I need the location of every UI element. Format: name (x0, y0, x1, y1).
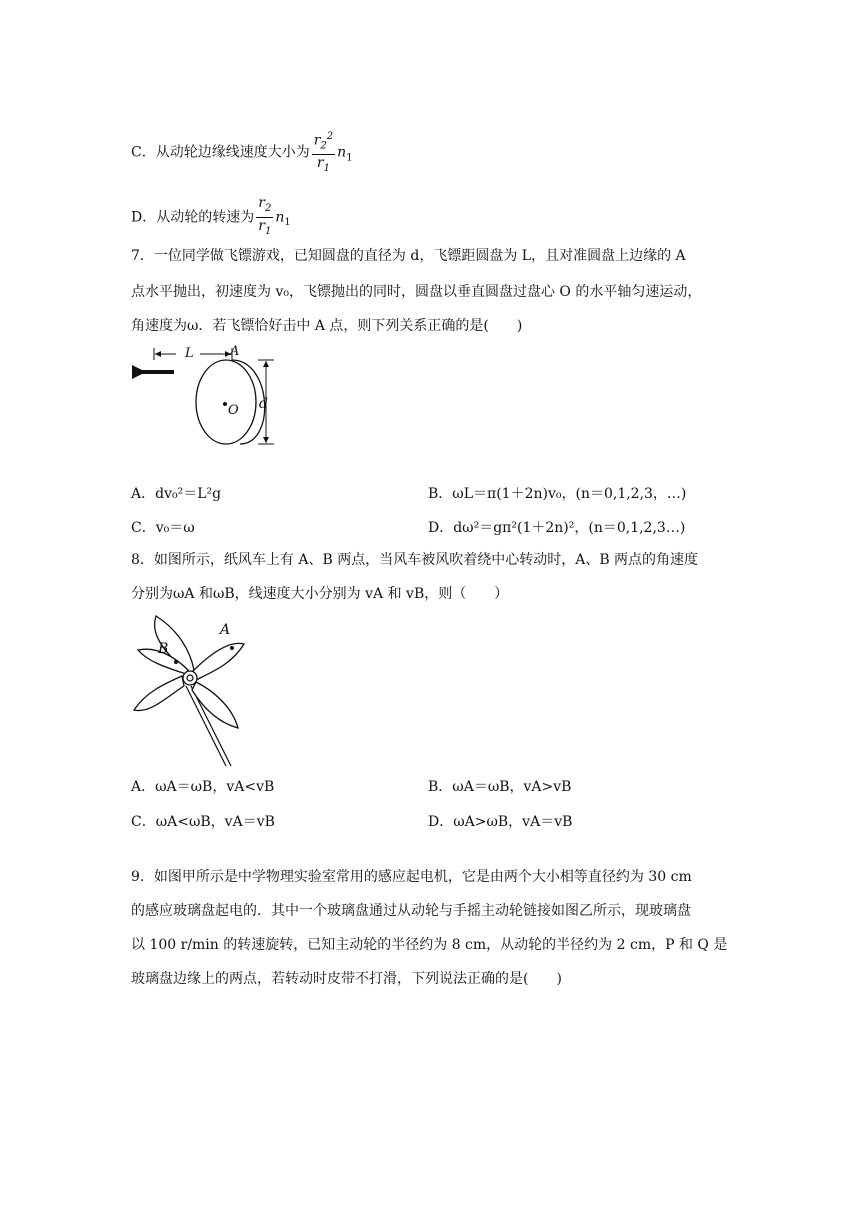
q6-option-d: D．从动轮的转速为 $\frac{r_2}{r_1}$ $n_1$ (131, 195, 291, 240)
q7-stem-line3: 角速度为ω．若飞镖恰好击中 A 点，则下列关系正确的是( ) (131, 318, 523, 334)
q7-option-d: D．dω²＝gπ²(1＋2n)²，(n＝0,1,2,3…) (428, 520, 686, 536)
q7-figure-label-d: d (259, 396, 268, 412)
q9-stem-line1: 9．如图甲所示是中学物理实验室常用的感应起电机，它是由两个大小相等直径约为 30 cm (131, 869, 692, 885)
q8-figure-label-a: A (220, 622, 231, 638)
q7-figure-label-o: O (228, 403, 239, 418)
q8-stem-line2: 分别为ωA 和ωB，线速度大小分别为 vA 和 vB，则（ ） (131, 586, 509, 602)
q8-option-d: D．ωA>ωB，vA＝vB (428, 814, 573, 830)
q6-option-c-prefix: C．从动轮边缘线速度大小为 (131, 144, 310, 161)
q7-option-c: C．v₀＝ω (131, 520, 195, 536)
q9-stem-line4: 玻璃盘边缘上的两点，若转动时皮带不打滑，下列说法正确的是( ) (131, 971, 562, 987)
q7-figure-label-a: A (230, 344, 240, 359)
q8-option-b: B．ωA＝ωB，vA>vB (428, 779, 572, 795)
q9-stem-line3: 以 100 r/min 的转速旋转，已知主动轮的半径约为 8 cm，从动轮的半径约为 2 cm，P 和 Q 是 (131, 937, 728, 953)
q7-option-b: B．ωL＝π(1＋2n)v₀，(n＝0,1,2,3，…) (428, 486, 687, 502)
q7-dart-disc-figure (128, 340, 298, 450)
q8-figure-label-b: B (158, 641, 169, 657)
q6-option-c: C．从动轮边缘线速度大小为 $\frac{r_2^2}{r_1}$ $n_1$ (131, 128, 353, 177)
q7-figure-label-l: L (185, 346, 194, 361)
q8-option-c: C．ωA<ωB，vA＝vB (131, 814, 275, 830)
q7-stem-line2: 点水平抛出，初速度为 v₀，飞镖抛出的同时，圆盘以垂直圆盘过盘心 O 的水平轴匀速运动， (131, 284, 702, 300)
q7-option-a: A．dv₀²＝L²g (131, 486, 222, 502)
q6-option-d-fraction: $\frac{r_2}{r_1}$ (258, 195, 272, 237)
q9-stem-line2: 的感应玻璃盘起电的．其中一个玻璃盘通过从动轮与手摇主动轮链接如图乙所示，现玻璃盘 (131, 903, 691, 919)
q8-stem-line1: 8．如图所示，纸风车上有 A、B 两点，当风车被风吹着绕中心转动时，A、B 两点的角速度 (131, 552, 699, 568)
dart-icon (132, 365, 174, 379)
q6-option-d-prefix: D．从动轮的转速为 (131, 209, 255, 226)
q7-stem-line1: 7．一位同学做飞镖游戏，已知圆盘的直径为 d，飞镖距圆盘为 L，且对准圆盘上边缘的 A (131, 248, 686, 264)
q6-option-c-fraction: $\frac{r_2^2}{r_1}$ (312, 128, 335, 177)
q8-option-a: A．ωA＝ωB，vA<vB (131, 779, 275, 795)
